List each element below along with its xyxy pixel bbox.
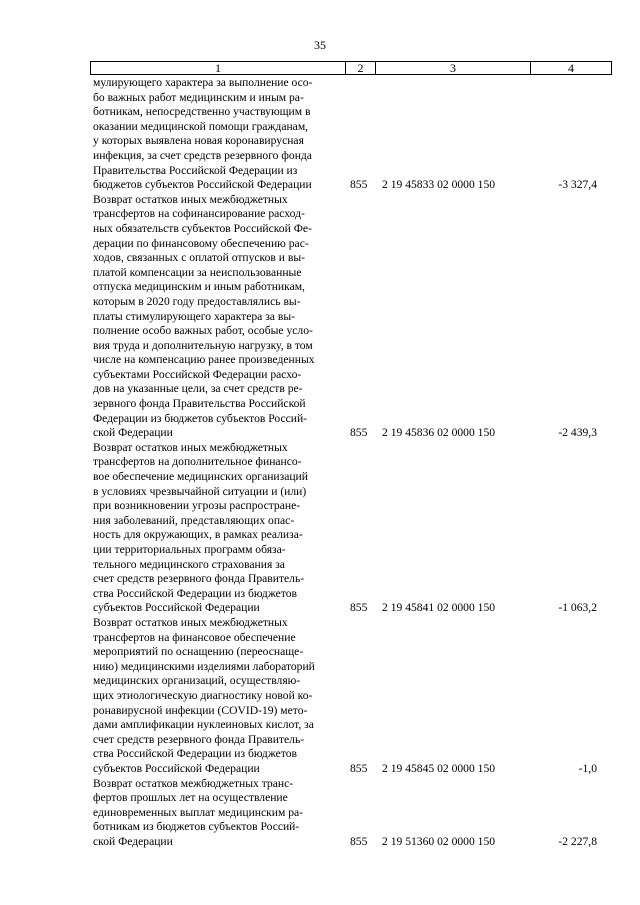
admin-code: 855 <box>350 601 368 615</box>
description-line: мероприятий по оснащению (переоснаще- <box>93 645 304 659</box>
description-line: ронавирусной инфекции (COVID-19) мето- <box>93 703 308 717</box>
column-header-2: 2 <box>346 62 376 75</box>
table-row <box>93 441 603 616</box>
column-header-3: 3 <box>376 62 531 75</box>
description-line: фертов прошлых лет на осуществление <box>93 791 288 805</box>
budget-classification-code: 2 19 51360 02 0000 150 <box>382 834 496 848</box>
budget-classification-code: 2 19 45841 02 0000 150 <box>382 601 496 615</box>
description-line: Возврат остатков межбюджетных транс- <box>93 776 294 790</box>
amount: -2 227,8 <box>558 834 597 848</box>
description-line: мулирующего характера за выполнение осо- <box>93 76 313 89</box>
description-line: Правительства Российской Федерации из <box>93 163 298 177</box>
description-line: счет средств резервного фонда Правитель- <box>93 572 305 586</box>
description-line: вия труда и дополнительную нагрузку, в том <box>93 338 313 352</box>
description-line: ства Российской Федерации из бюджетов <box>93 586 298 600</box>
row-description <box>93 616 340 777</box>
column-header-row <box>90 61 612 75</box>
description-line: ботникам из бюджетов субъектов Россий- <box>93 820 300 834</box>
description-line: трансфертов на финансовое обеспечение <box>93 630 296 644</box>
row-description <box>93 777 340 850</box>
description-line: вое обеспечение медицинских организаций <box>93 470 308 484</box>
description-line: оказании медицинской помощи гражданам, <box>93 119 309 133</box>
row-description <box>93 193 340 441</box>
description-line: бюджетов субъектов Российской Федерации <box>93 178 312 192</box>
description-line: ской Федерации <box>93 426 173 440</box>
description-line: ных обязательств субъектов Российской Фе- <box>93 221 312 235</box>
description-line: инфекция, за счет средств резервного фонда <box>93 148 312 162</box>
description-line: трансфертов на дополнительное финансо- <box>93 455 302 469</box>
description-line: при возникновении угрозы распростране- <box>93 499 301 513</box>
description-line: дов на указанные цели, за счет средств ре- <box>93 382 303 396</box>
description-line: ции территориальных программ обяза- <box>93 543 286 556</box>
description-line: полнение особо важных работ, особые усло- <box>93 324 313 338</box>
description-line: ность для окружающих, в рамках реализа- <box>93 528 303 542</box>
description-line: ходов, связанных с оплатой отпусков и вы- <box>93 251 305 265</box>
description-line: субъектов Российской Федерации <box>93 601 260 615</box>
table-row <box>93 193 603 441</box>
description-line: платой компенсации за неиспользованные <box>93 265 302 279</box>
table-row <box>93 777 603 850</box>
description-line: счет средств резервного фонда Правитель- <box>93 732 305 746</box>
column-header-4: 4 <box>531 62 612 75</box>
description-line: ства Российской Федерации из бюджетов <box>93 747 298 761</box>
description-line: единовременных выплат медицинским ра- <box>93 805 304 819</box>
description-line: Возврат остатков иных межбюджетных <box>93 615 288 629</box>
page-number: 35 <box>314 38 326 52</box>
description-line: платы стимулирующего характера за вы- <box>93 309 295 323</box>
table-row <box>93 76 603 193</box>
description-line: Возврат остатков иных межбюджетных <box>93 440 288 454</box>
description-line: дами амплификации нуклеиновых кислот, за <box>93 718 314 732</box>
description-line: трансфертов на софинансирование расход- <box>93 207 305 221</box>
description-line: Федерации из бюджетов субъектов Россий- <box>93 411 308 425</box>
table-row <box>93 616 603 777</box>
column-header-1: 1 <box>91 62 346 75</box>
description-line: числе на компенсацию ранее произведенных <box>93 353 315 367</box>
description-line: ботникам, непосредственно участвующим в <box>93 105 311 119</box>
description-line: ской Федерации <box>93 834 173 848</box>
table-body <box>93 76 603 849</box>
amount: -1,0 <box>578 761 597 775</box>
description-line: субъектов Российской Федерации <box>93 761 260 775</box>
description-line: у которых выявлена новая коронавирусная <box>93 134 304 148</box>
amount: -2 439,3 <box>558 426 597 440</box>
amount: -1 063,2 <box>558 601 597 615</box>
description-line: нию) медицинскими изделиями лабораторий <box>93 659 315 673</box>
admin-code: 855 <box>350 178 368 192</box>
budget-classification-code: 2 19 45836 02 0000 150 <box>382 426 496 440</box>
description-line: бо важных работ медицинским и иным ра- <box>93 90 304 104</box>
admin-code: 855 <box>350 426 368 440</box>
description-line: отпуска медицинским и иным работникам, <box>93 280 305 294</box>
amount: -3 327,4 <box>558 178 597 192</box>
description-line: ния заболеваний, представляющих опас- <box>93 513 295 527</box>
description-line: дерации по финансовому обеспечению рас- <box>93 236 309 250</box>
description-line: медицинских организаций, осуществляю- <box>93 674 301 688</box>
description-line: щих этиологическую диагностику новой ко- <box>93 688 313 702</box>
row-description <box>93 76 340 193</box>
description-line: зервного фонда Правительства Российской <box>93 397 306 411</box>
description-line: тельного медицинского страхования за <box>93 557 285 571</box>
description-line: в условиях чрезвычайной ситуации и (или) <box>93 484 307 498</box>
admin-code: 855 <box>350 834 368 848</box>
description-line: которым в 2020 году предоставлялись вы- <box>93 294 301 308</box>
budget-classification-code: 2 19 45845 02 0000 150 <box>382 761 496 775</box>
description-line: Возврат остатков иных межбюджетных <box>93 192 288 206</box>
description-line: субъектами Российской Федерации расхо- <box>93 367 302 381</box>
admin-code: 855 <box>350 761 368 775</box>
budget-classification-code: 2 19 45833 02 0000 150 <box>382 178 496 192</box>
row-description <box>93 441 340 616</box>
